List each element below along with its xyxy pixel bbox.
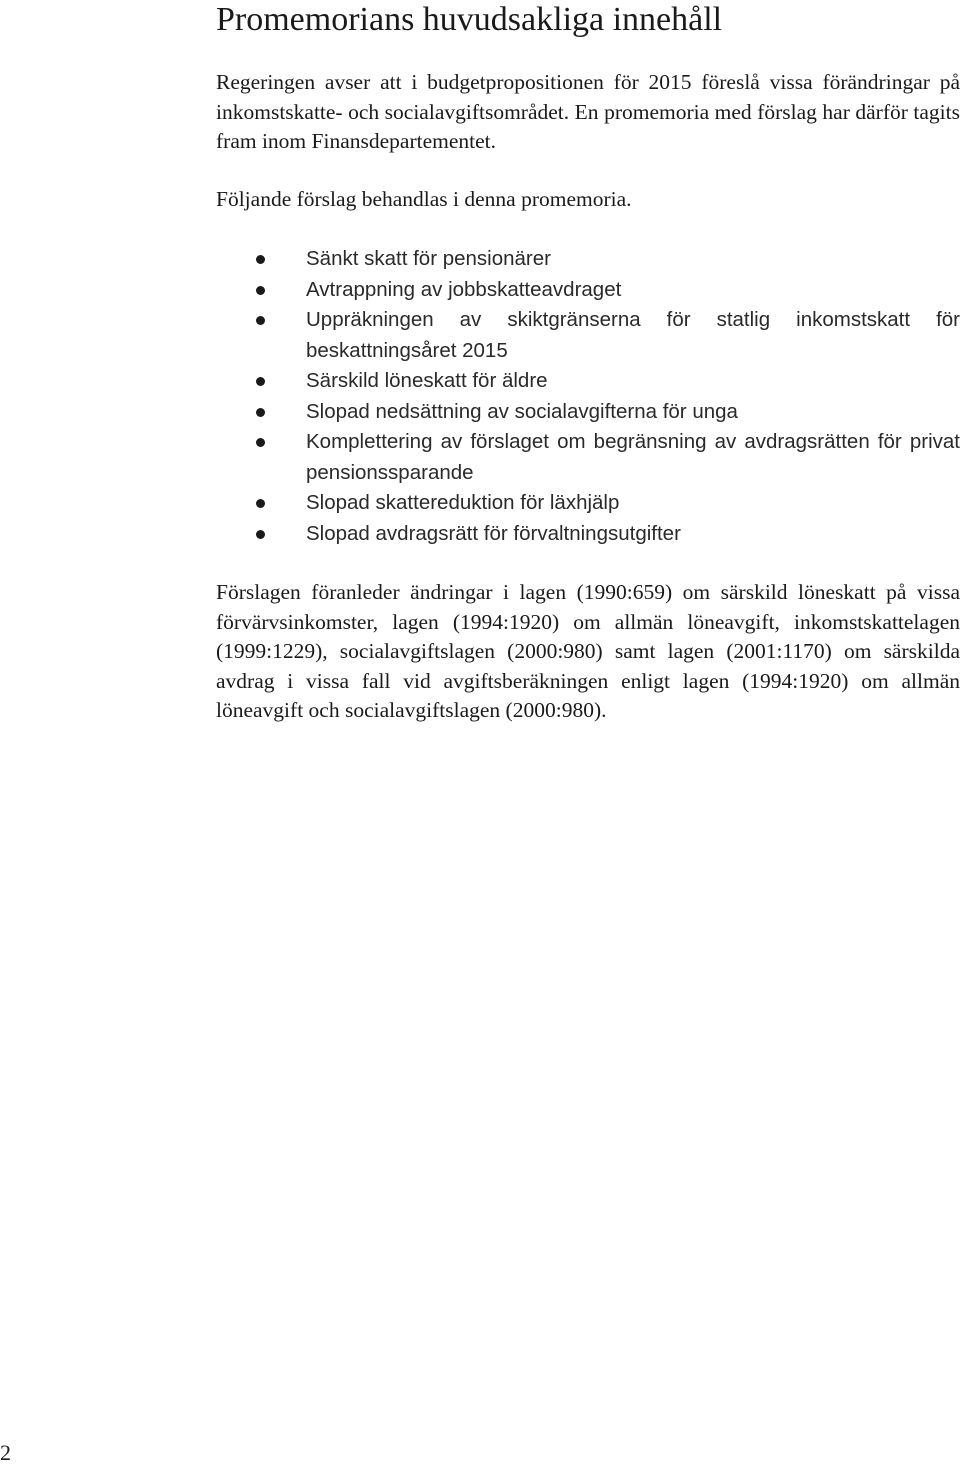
bullet-icon	[256, 408, 265, 417]
bullet-icon	[256, 438, 265, 447]
proposal-text: Uppräkningen av skiktgränserna för statlig inkomstskatt för beskattningsåret 2015	[306, 308, 960, 362]
bullet-icon	[256, 530, 265, 539]
proposal-text: Slopad skattereduktion för läxhjälp	[306, 491, 620, 514]
proposal-item	[216, 397, 960, 428]
bullet-icon	[256, 316, 265, 325]
proposal-text: Sänkt skatt för pensionärer	[306, 247, 551, 270]
page-title: Promemorians huvudsakliga innehåll	[216, 1, 723, 38]
proposal-item	[216, 305, 960, 366]
intro-paragraph: Regeringen avser att i budgetpropositionen för 2015 föreslå vissa förändringar på inkomstskatte- och socialavgiftsområdet. En promemoria med förslag har därför tagits fram inom Finansdepartementet.	[216, 70, 960, 153]
bullet-icon	[256, 377, 265, 386]
proposal-text: Särskild löneskatt för äldre	[306, 369, 548, 392]
closing-paragraph: Förslagen föranleder ändringar i lagen (1990:659) om särskild löneskatt på vissa förvärvsinkomster, lagen (1994:1920) om allmän löneavgift, inkomstskattelagen (1999:1229), socialavgiftslagen (2000:980) samt lagen (2001:1170) om särskilda avdrag i vissa fall vid avgiftsberäkningen enligt lagen (1994:1920) om allmän löneavgift och socialavgiftslagen (2000:980).	[216, 580, 960, 722]
bullet-icon	[256, 286, 265, 295]
proposal-item	[216, 519, 960, 550]
proposal-text: Slopad nedsättning av socialavgifterna för unga	[306, 399, 738, 423]
proposal-text: Avtrappning av jobbskatteavdraget	[306, 277, 622, 301]
proposal-list	[216, 244, 960, 549]
proposal-text: Komplettering av förslaget om begränsning av avdragsrätten för privat pensionssparande	[306, 430, 960, 484]
page-number: 2	[0, 1440, 11, 1465]
proposal-item	[216, 488, 960, 519]
proposal-item	[216, 427, 960, 488]
proposal-item	[216, 275, 960, 306]
proposal-item	[216, 366, 960, 397]
proposal-item	[216, 244, 960, 275]
bullet-icon	[256, 499, 265, 508]
proposal-text: Slopad avdragsrätt för förvaltningsutgifter	[306, 521, 681, 545]
bullet-icon	[256, 255, 265, 264]
lead-paragraph: Följande förslag behandlas i denna promemoria.	[216, 187, 632, 211]
